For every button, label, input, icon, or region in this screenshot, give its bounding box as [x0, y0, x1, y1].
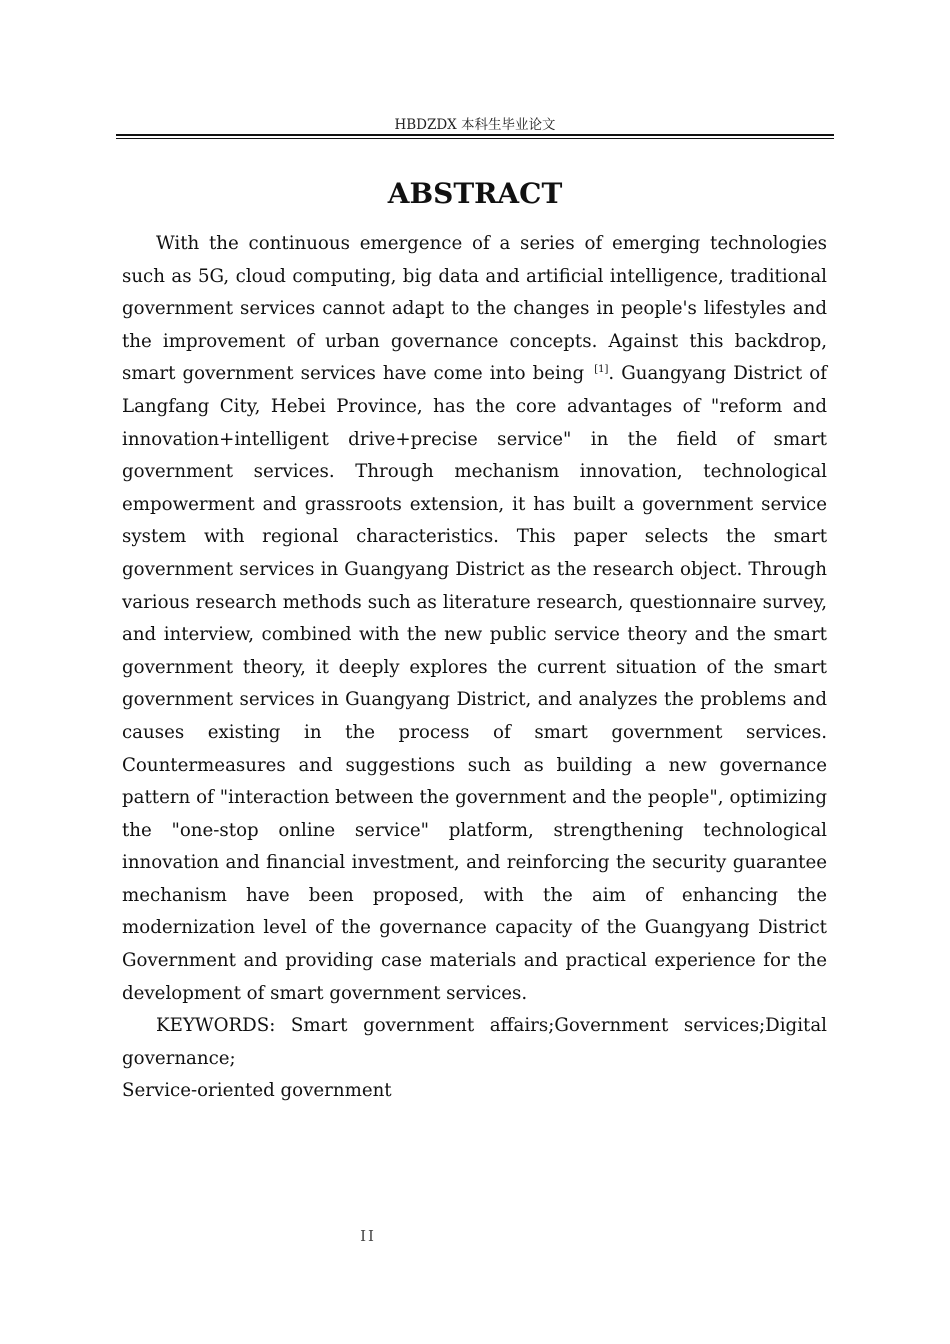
abstract-text-part1: With the continuous emergence of a series of emerging technologies such as 5G, cloud computing, big data and artificial intelligence, traditional government services cannot adapt to the changes in people's lifestyles and the improvement of urban governance concepts. Against this backdrop, smart government services have come into being [122, 233, 827, 385]
page-number: II [360, 1227, 376, 1245]
abstract-text-part2: . Guangyang District of Langfang City, Hebei Province, has the core advantages of "reform and innovation+intelligent drive+precise service" in the field of smart government services. Through mechanism innovation, technological empowerment and grassroots extension, it has built a government service system with regional characteristics. This paper selects the smart government services in Guangyang District as the research object. Through various research methods such as literature research, questionnaire survey, and interview, combined with the new public service theory and the smart government theory, it deeply explores the current situation of the smart government services in Guangyang District, and analyzes the problems and causes existing in the process of smart government services. Countermeasures and suggestions such as building a new governance pattern of "interaction between the government and the people", optimizing the "one-stop online service" platform, strengthening technological innovation and financial investment, and reinforcing the security guarantee mechanism have been proposed, with the aim of enhancing the modernization level of the governance capacity of the Guangyang District Government and providing case materials and practical experience for the development of smart government services. [122, 363, 827, 1004]
abstract-body [122, 228, 827, 1108]
header-rule-thick [116, 134, 834, 136]
header-rule-thin [116, 138, 834, 139]
abstract-paragraph [122, 228, 827, 1010]
keywords-line: KEYWORDS: Smart government affairs;Government services;Digital governance; [122, 1015, 827, 1069]
running-header: HBDZDX 本科生毕业论文 [394, 117, 556, 133]
keywords-continuation: Service-oriented government [122, 1080, 392, 1102]
abstract-title: ABSTRACT [387, 177, 563, 210]
citation-reference: [1] [594, 364, 609, 376]
